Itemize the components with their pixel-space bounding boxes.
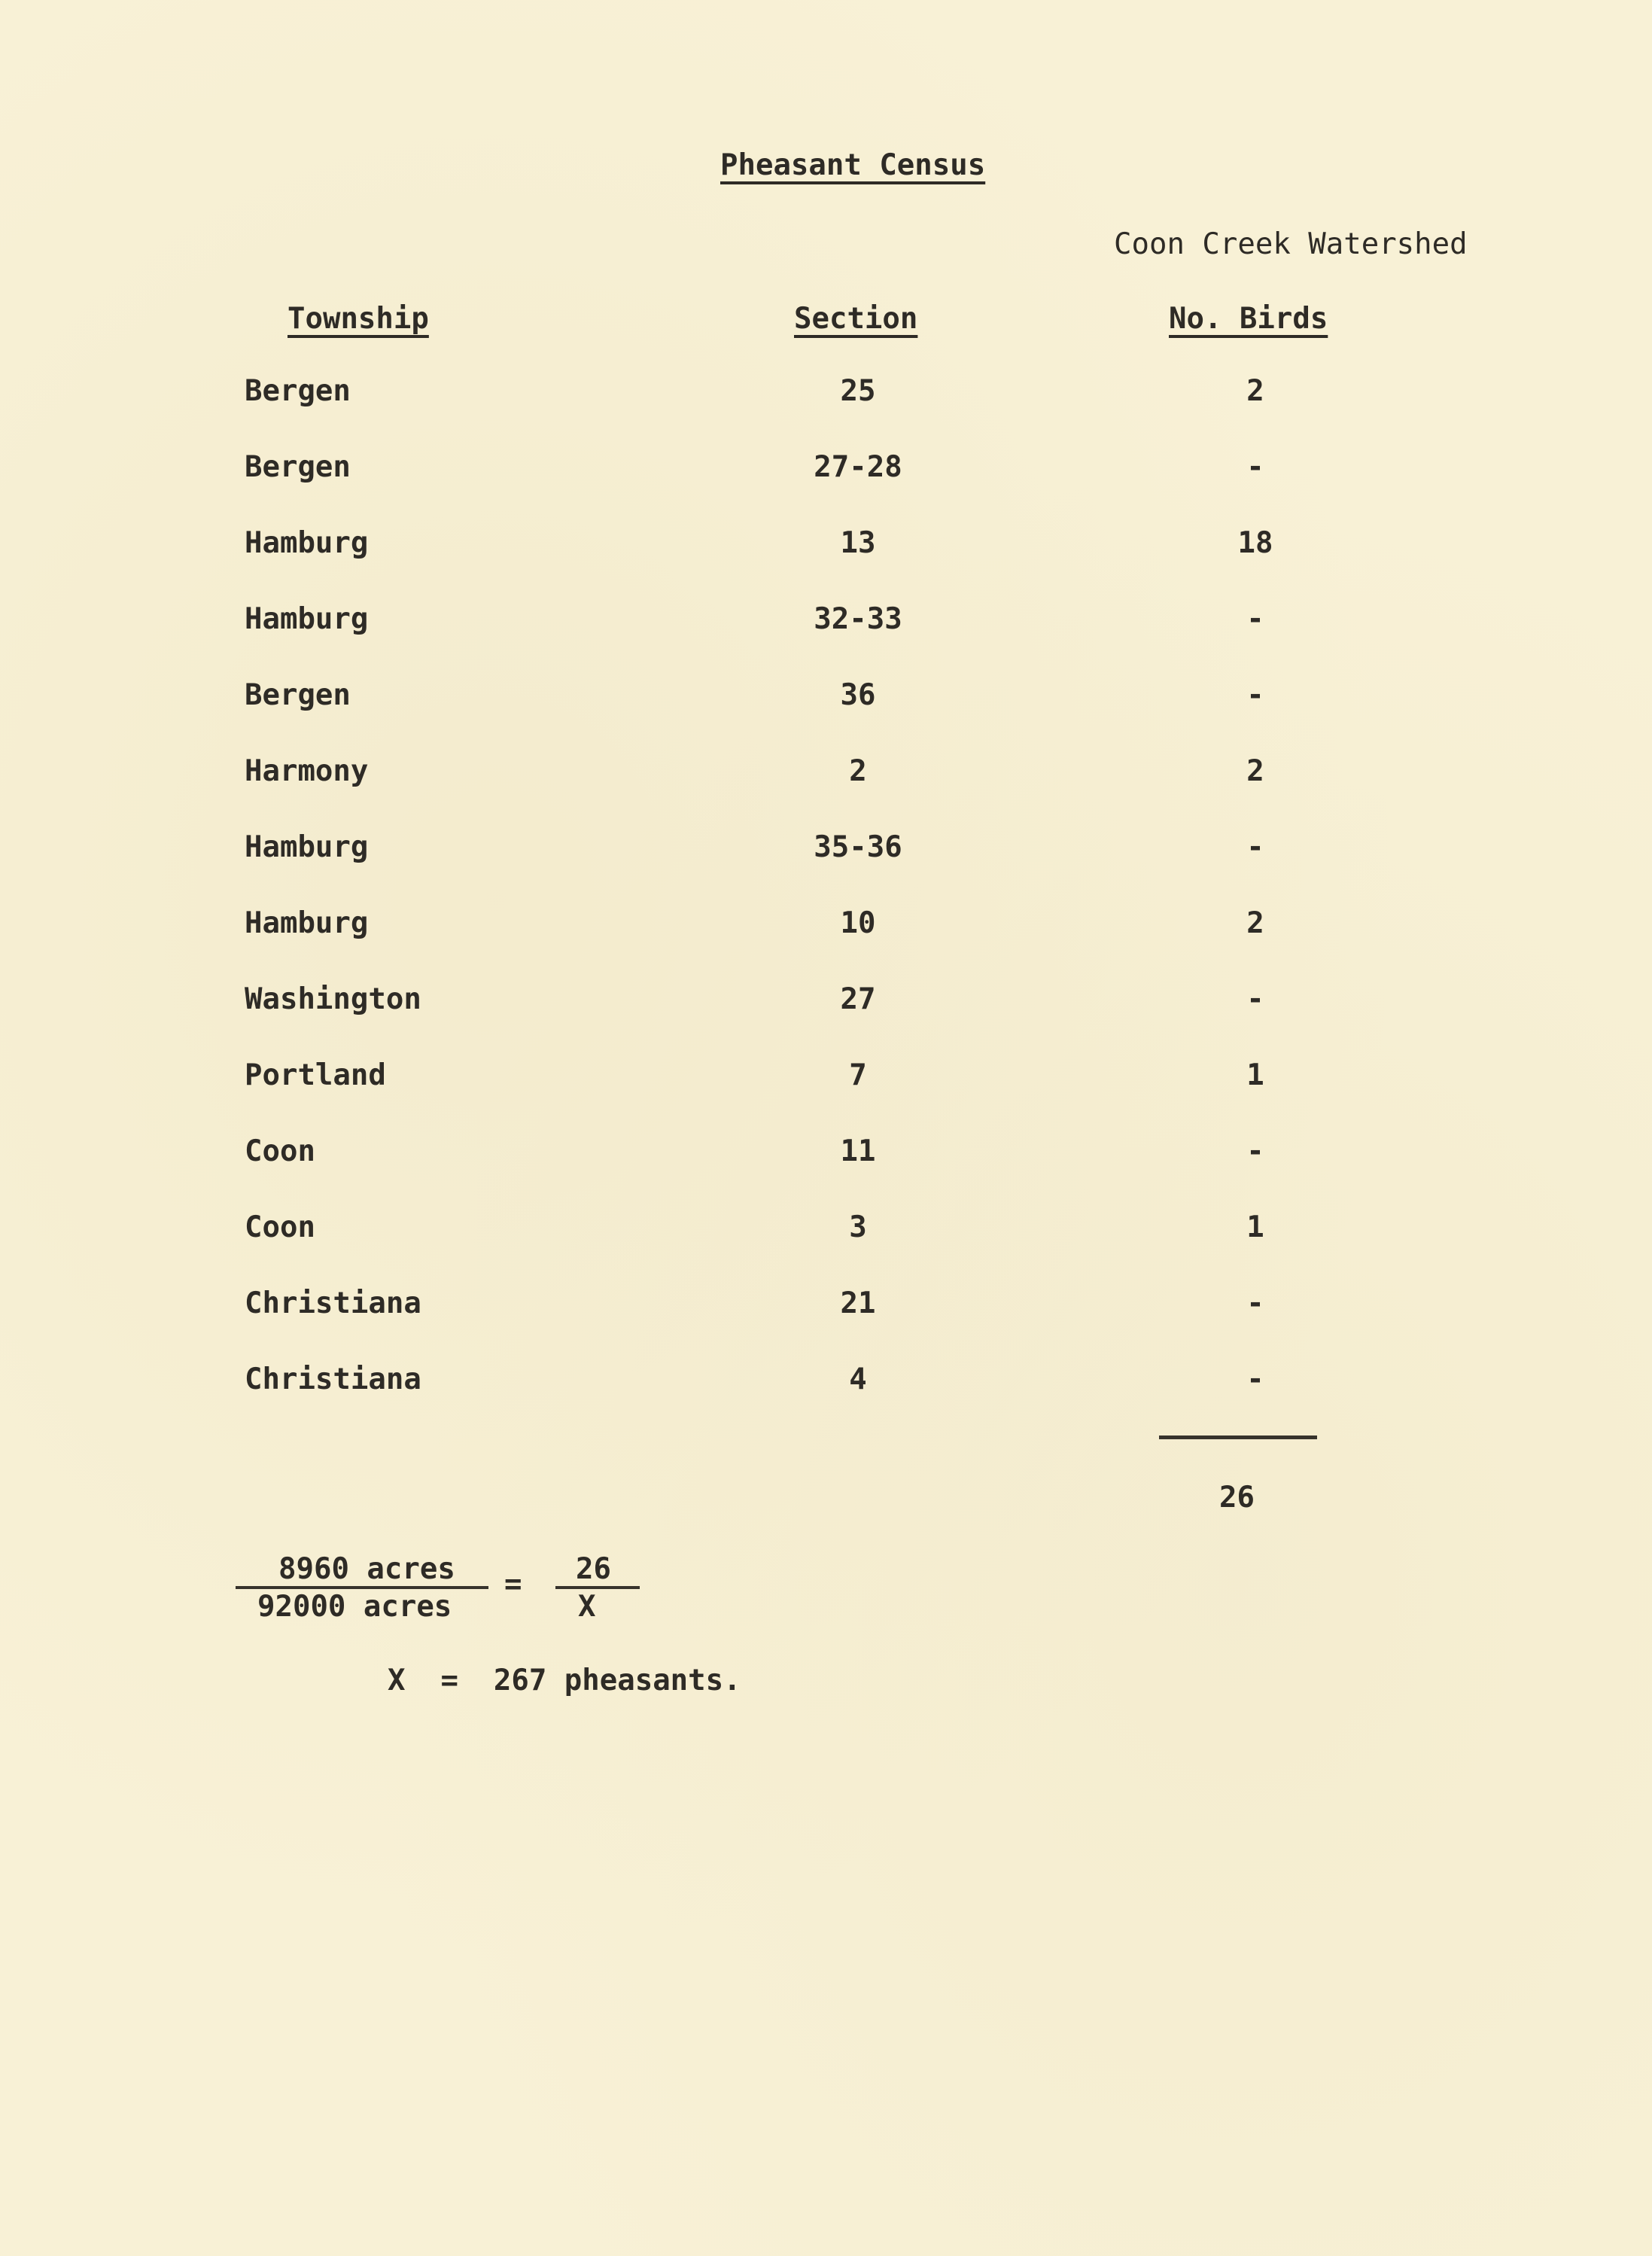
birds-value: -: [1246, 678, 1264, 712]
birds-value: 1: [1246, 1210, 1264, 1244]
birds-value: 2: [1246, 906, 1264, 940]
document-title: Pheasant Census: [720, 148, 986, 182]
birds-value: -: [1246, 830, 1264, 864]
township-cell: Harmony: [245, 754, 369, 788]
column-header-no-birds: No. Birds: [1169, 302, 1328, 336]
township-cell: Bergen: [245, 450, 351, 484]
fraction-left-numerator: 8960 acres: [278, 1552, 455, 1586]
fraction-left-bar: [236, 1586, 488, 1589]
fraction-right-denominator: X: [578, 1590, 596, 1624]
table-row: [0, 604, 1652, 680]
township-cell: Hamburg: [245, 906, 369, 940]
table-row: [0, 528, 1652, 604]
township-cell: Christiana: [245, 1362, 421, 1396]
section-value: 10: [840, 906, 876, 940]
fraction-left-denominator: 92000 acres: [257, 1590, 452, 1624]
table-row: [0, 1134, 1652, 1213]
township-cell: Coon: [245, 1210, 315, 1244]
document-subtitle: Coon Creek Watershed: [1114, 227, 1468, 261]
township-cell: Hamburg: [245, 830, 369, 864]
table-row: [0, 452, 1652, 528]
section-value: 2: [849, 754, 867, 788]
township-cell: Bergen: [245, 678, 351, 712]
table-row: [0, 1286, 1652, 1365]
township-cell: Hamburg: [245, 602, 369, 636]
table-row: [0, 754, 1652, 833]
section-value: 7: [849, 1058, 867, 1092]
birds-value: -: [1246, 1362, 1264, 1396]
section-value: 25: [840, 374, 876, 408]
total-rule: [1159, 1435, 1317, 1439]
equals-sign: =: [504, 1567, 522, 1601]
township-cell: Christiana: [245, 1286, 421, 1320]
section-value: 11: [840, 1134, 876, 1168]
table-row: [0, 906, 1652, 985]
section-value: 32-33: [814, 602, 902, 636]
birds-value: -: [1246, 450, 1264, 484]
section-value: 27: [840, 982, 876, 1016]
birds-value: -: [1246, 602, 1264, 636]
table-row: [0, 1210, 1652, 1289]
section-value: 27-28: [814, 450, 902, 484]
section-value: 35-36: [814, 830, 902, 864]
township-cell: Hamburg: [245, 526, 369, 560]
total-birds: 26: [1219, 1481, 1255, 1515]
table-row: [0, 1058, 1652, 1137]
birds-value: 18: [1237, 526, 1273, 560]
township-cell: Coon: [245, 1134, 315, 1168]
section-value: 21: [840, 1286, 876, 1320]
table-row: [0, 830, 1652, 909]
calculation-result: X = 267 pheasants.: [388, 1664, 741, 1697]
birds-value: -: [1246, 1134, 1264, 1168]
birds-value: -: [1246, 1286, 1264, 1320]
section-value: 3: [849, 1210, 867, 1244]
column-header-section: Section: [794, 302, 918, 336]
township-cell: Bergen: [245, 374, 351, 408]
census-table: [0, 376, 1652, 1441]
column-header-township: Township: [288, 302, 429, 336]
fraction-right-numerator: 26: [576, 1552, 611, 1586]
township-cell: Portland: [245, 1058, 386, 1092]
fraction-right-bar: [555, 1586, 640, 1589]
section-value: 36: [840, 678, 876, 712]
birds-value: 2: [1246, 374, 1264, 408]
table-row: [0, 1362, 1652, 1441]
table-row: [0, 680, 1652, 757]
township-cell: Washington: [245, 982, 421, 1016]
table-row: [0, 376, 1652, 452]
birds-value: -: [1246, 982, 1264, 1016]
birds-value: 1: [1246, 1058, 1264, 1092]
birds-value: 2: [1246, 754, 1264, 788]
section-value: 4: [849, 1362, 867, 1396]
section-value: 13: [840, 526, 876, 560]
table-row: [0, 982, 1652, 1061]
